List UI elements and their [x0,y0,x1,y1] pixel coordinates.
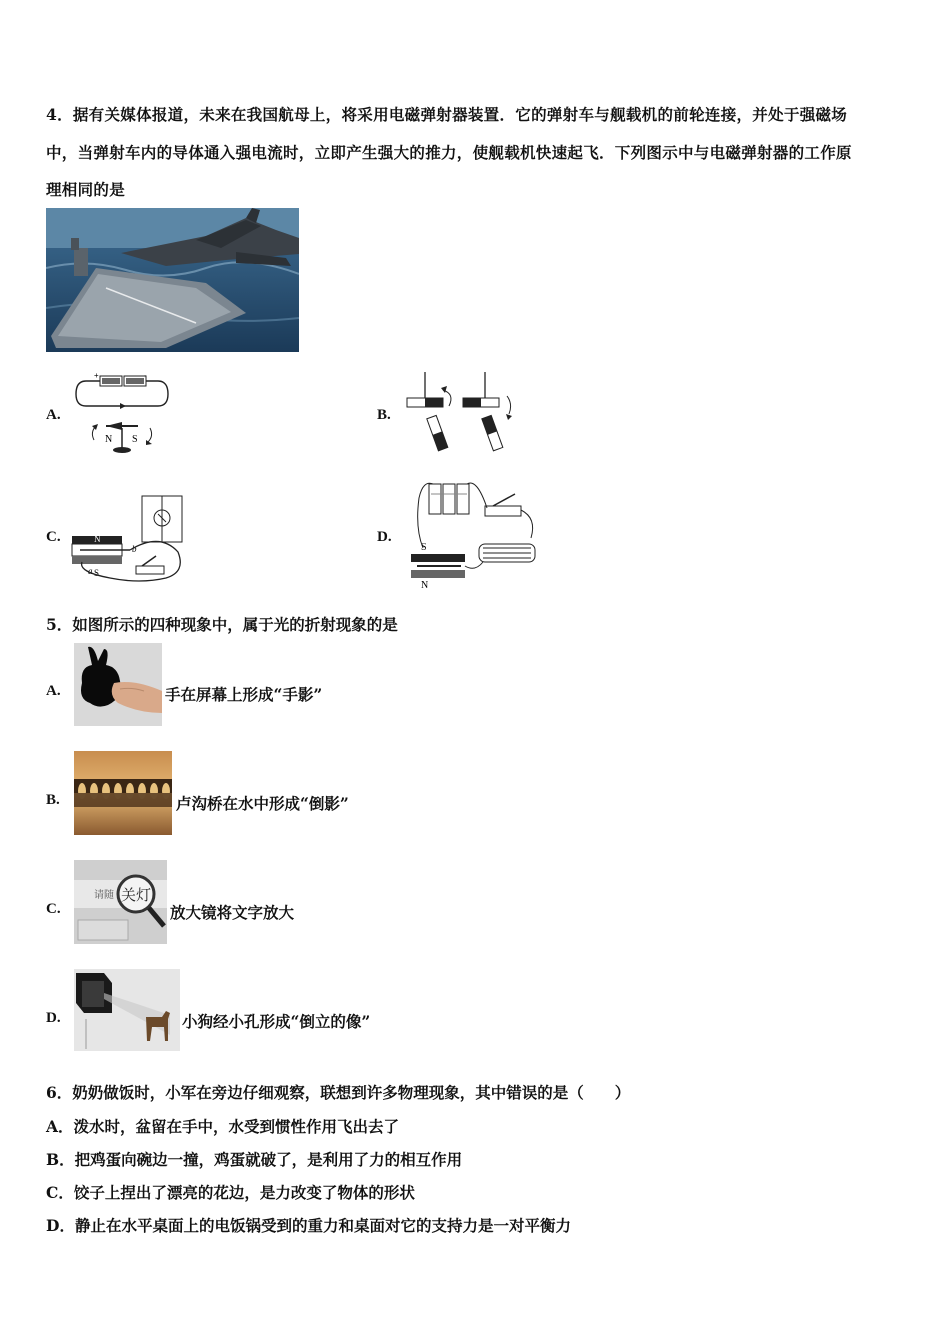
oersted-experiment-icon [72,370,172,460]
q6-option-c: C．饺子上捏出了漂亮的花边，是力改变了物体的形状 [46,1183,415,1202]
magnifier-small-text: 请随 [94,890,114,901]
electromagnetic-induction-icon [70,492,190,592]
motor-principle-icon [403,478,543,590]
q5-option-d-letter: D. [46,1010,61,1026]
oersted-s-label: S [132,434,138,445]
induction-a-label: a [88,566,93,576]
carrier-jet-photo [46,208,299,352]
q5-stem: 5．如图所示的四种现象中，属于光的折射现象的是 [46,615,398,634]
oersted-plus-label: + [94,371,99,380]
q5-option-b-text: 卢沟桥在水中形成“倒影” [176,794,349,813]
bridge-reflection-photo [74,751,172,835]
q4-option-b-letter: B. [377,407,391,423]
q5-option-d-text: 小狗经小孔形成“倒立的像” [182,1012,371,1031]
q6-option-a: A．泼水时，盆留在手中，水受到惯性作用飞出去了 [46,1117,400,1136]
magnetized-needles-icon [403,370,523,458]
q5-option-a-text: 手在屏幕上形成“手影” [165,685,323,704]
hand-shadow-photo [74,643,162,726]
oersted-minus-label: - [144,371,147,380]
induction-b-label: b [132,544,137,554]
q4-stem-line2: 中，当弹射车内的导体通入强电流时，立即产生强大的推力，使舰载机快速起飞．下列图示中与电磁弹射器的工作原 [46,143,852,162]
q5-option-c-letter: C. [46,901,61,917]
oersted-n-label: N [105,434,113,445]
q4-stem-line1: 4．据有关媒体报道，未来在我国航母上，将采用电磁弹射器装置．它的弹射车与舰载机的前轮连接，并处于强磁场 [46,105,848,124]
magnifier-photo [74,860,167,944]
motor-s-label: S [421,542,427,553]
induction-s-label: S [94,568,100,578]
q6-stem: 6．奶奶做饭时，小军在旁边仔细观察，联想到许多物理现象，其中错误的是（ ） [46,1083,631,1102]
q5-option-c-text: 放大镜将文字放大 [170,903,295,922]
q4-option-c-letter: C. [46,529,61,545]
pinhole-dog-photo [74,969,180,1051]
q4-option-a-letter: A. [46,407,61,423]
q5-option-b-letter: B. [46,792,60,808]
q5-option-a-letter: A. [46,683,61,699]
q6-option-b: B．把鸡蛋向碗边一撞，鸡蛋就破了，是利用了力的相互作用 [46,1150,463,1169]
q6-option-d: D．静止在水平桌面上的电饭锅受到的重力和桌面对它的支持力是一对平衡力 [46,1216,571,1235]
induction-n-label: N [94,534,101,544]
q4-stem-line3: 理相同的是 [46,180,126,199]
magnifier-big-text: 关灯 [121,886,152,904]
q4-option-d-letter: D. [377,529,392,545]
motor-n-label: N [421,580,429,590]
